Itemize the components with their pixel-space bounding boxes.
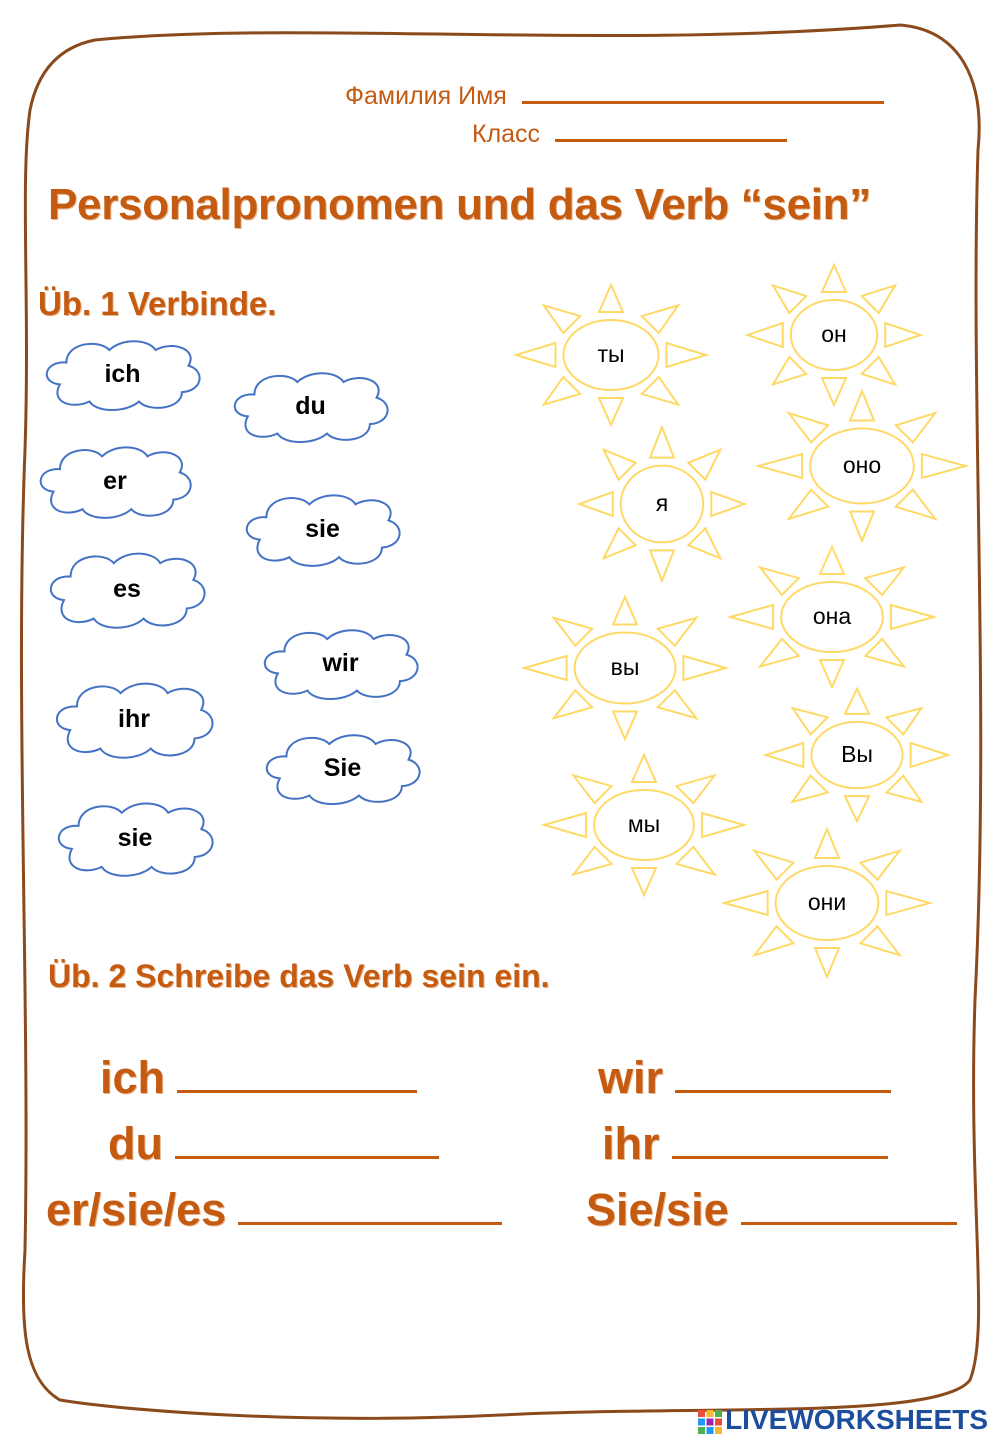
exercise2-title: Üb. 2 Schreibe das Verb sein ein.	[48, 958, 550, 994]
name-input-line[interactable]	[522, 97, 884, 104]
sun-5[interactable]	[726, 544, 938, 690]
sun-7[interactable]	[540, 752, 748, 898]
ex2-answer-blank[interactable]	[238, 1218, 502, 1225]
cloud-label: sie	[117, 824, 153, 852]
sun-0[interactable]	[512, 282, 710, 428]
sun-8[interactable]	[720, 826, 934, 980]
name-field	[345, 82, 884, 111]
cloud-label: ich	[104, 360, 141, 388]
ex2-pronoun: Sie/sie	[586, 1184, 729, 1235]
cloud-label: wir	[322, 649, 359, 677]
cloud-label: du	[295, 392, 326, 420]
sun-label: она	[812, 603, 852, 629]
cloud-label: sie	[305, 515, 340, 543]
cloud-label: es	[113, 575, 141, 603]
cloud-er[interactable]	[34, 442, 196, 522]
cloud-wir[interactable]	[258, 625, 423, 703]
brand-watermark	[697, 1404, 988, 1436]
sun-label: они	[807, 889, 847, 915]
cloud-sie[interactable]	[260, 730, 425, 808]
page-title: Personalpronomen und das Verb “sein”	[48, 180, 871, 229]
cloud-es[interactable]	[44, 548, 210, 632]
cloud-ihr[interactable]	[50, 678, 218, 762]
sun-6[interactable]	[762, 686, 952, 824]
cloud-label: er	[103, 467, 127, 495]
name-label: Фамилия Имя	[345, 82, 507, 110]
brand-logo-icon	[697, 1409, 723, 1435]
ex2-row-ersiees	[46, 1184, 502, 1236]
class-field	[472, 120, 787, 149]
cloud-sie[interactable]	[240, 490, 405, 570]
cloud-ich[interactable]	[40, 336, 205, 414]
sun-label: вы	[610, 654, 640, 680]
sun-label: оно	[842, 452, 882, 478]
sun-label: мы	[627, 811, 661, 837]
sun-4[interactable]	[520, 594, 730, 742]
class-input-line[interactable]	[555, 135, 787, 142]
ex2-pronoun: er/sie/es	[46, 1184, 227, 1235]
ex2-row-wir	[598, 1052, 891, 1104]
exercise1-title: Üb. 1 Verbinde.	[38, 285, 277, 322]
cloud-sie[interactable]	[52, 798, 218, 880]
ex2-answer-blank[interactable]	[175, 1152, 439, 1159]
sun-label: он	[821, 321, 847, 347]
sun-2[interactable]	[576, 424, 748, 584]
ex2-answer-blank[interactable]	[672, 1152, 888, 1159]
ex2-row-du	[108, 1118, 439, 1170]
sun-1[interactable]	[744, 262, 924, 408]
sun-label: Вы	[841, 741, 873, 767]
ex2-row-ich	[100, 1052, 417, 1104]
ex2-row-ihr	[602, 1118, 888, 1170]
ex2-pronoun: wir	[598, 1052, 664, 1103]
ex2-pronoun: du	[108, 1118, 163, 1169]
ex2-answer-blank[interactable]	[177, 1086, 417, 1093]
sun-label: ты	[597, 341, 625, 367]
ex2-answer-blank[interactable]	[741, 1218, 957, 1225]
ex2-row-siesie	[586, 1184, 957, 1236]
sun-label: я	[655, 490, 669, 516]
cloud-label: Sie	[323, 754, 362, 782]
sun-3[interactable]	[754, 388, 970, 544]
brand-name: LIVEWORKSHEETS	[725, 1404, 988, 1435]
ex2-pronoun: ihr	[602, 1118, 660, 1169]
ex2-answer-blank[interactable]	[675, 1086, 891, 1093]
cloud-du[interactable]	[228, 368, 393, 446]
class-label: Класс	[472, 120, 541, 148]
cloud-label: ihr	[118, 705, 150, 733]
ex2-pronoun: ich	[100, 1052, 166, 1103]
